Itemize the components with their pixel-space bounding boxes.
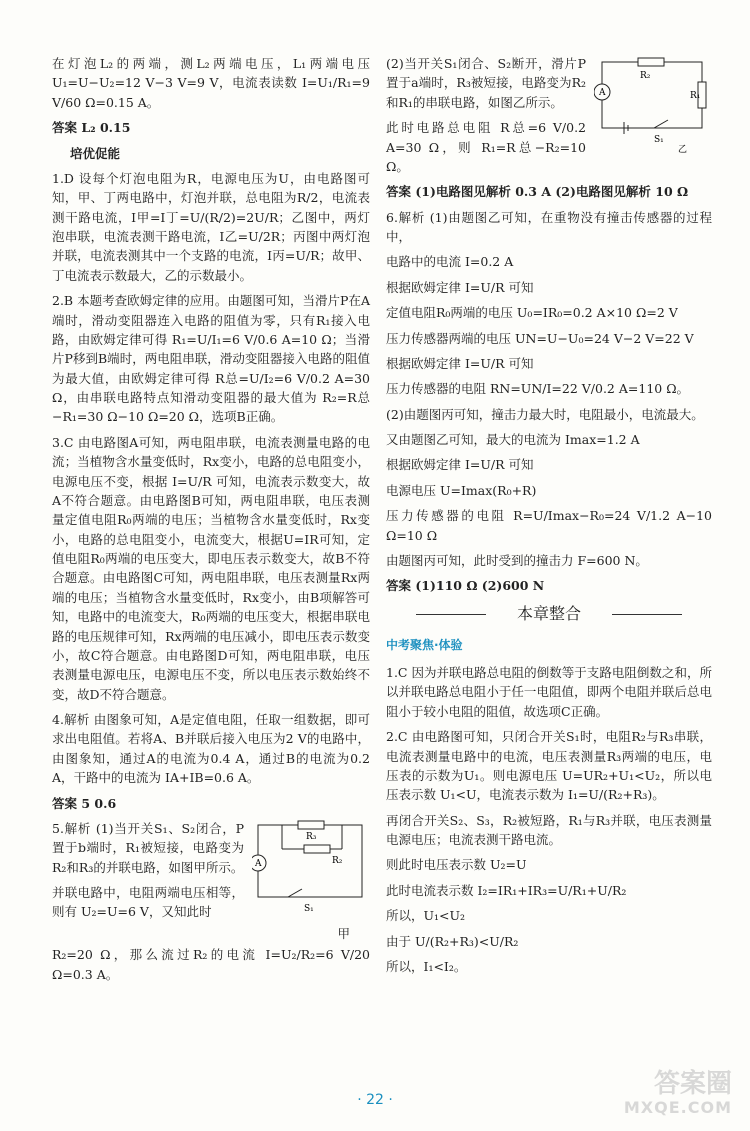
q6i-text: 根据欧姆定律 I=U/R 可知 [386,457,534,473]
left-column [52,54,370,990]
ammeter-symbol: A [599,88,606,98]
answer-a: 答案 L₂ 0.15 [52,120,131,136]
q5d-text: (2)当开关S₁闭合、S₂断开，滑片P置于a端时，R₃被短接，电路变为R₂和R₁的串联电路，如图乙所示。 [386,56,586,110]
q6g-text: (2)由题图丙可知，撞击力最大时，电阻最小，电流最大。 [386,406,704,422]
z2e-text: 所以，U₁<U₂ [386,908,466,924]
q6e-text: 根据欧姆定律 I=U/R 可知 [386,355,534,371]
z2g-text: 所以，I₁<I₂。 [386,958,467,974]
q6b-text: 根据欧姆定律 I=U/R 可知 [386,279,534,295]
watermark-url: MXQE.COM [623,1097,732,1117]
fig-label-r2: R₂ [332,855,343,866]
q6k-text: 压力传感器的电阻 R=U/Imax−R₀=24 V/1.2 A−10 Ω=10 Ω [386,508,712,543]
q3-text: 3.C 由电路图A可知，两电阻串联，电流表测量电路的电流；当植物含水量变低时，Rx变小，电路的总电阻变小，电源电压不变，根据 I=U/R 可知，电流表示数变大，故A不符合题意。由电路图B可知，两电阻串联，电压表测量定值电阻R₀两端的电压；当植物含水量变低时，Rx变小，电路的总电阻变小，电流变大，根据U=IR可知，定值电阻R₀两端的电压变大，即电压表示数变大，故B不符合题意。由电路图C可知，两电阻串联，电压表测量Rx两端的电压；当植物含水量变低时，Rx变小，由B项解答可知，电路中的电流变大，R₀两端的电压变大，根据串联电路的电压规律可知，Rx两端的电压减小，即电压表示数变小，故C符合题意。由电路图D可知，两电阻串联，电压表测量电源电压，电源电压不变，所以电压表示数始终不变，故D不符合题意。 [52,434,370,702]
q6c-text: 定值电阻R₀两端的电压 U₀=IR₀=0.2 A×10 Ω=2 V [386,305,678,321]
fig-label-s1: S₁ [654,135,664,145]
q5e-text: 此时电路总电阻 R总=6 V/0.2 A=30 Ω，则 R₁=R总−R₂=10 Ω。 [386,120,586,174]
circuit-diagram-jia [252,819,370,919]
q4-text: 4.解析 由图象可知，A是定值电阻，任取一组数据，即可求出电阻值。若将A、B并联后接入电压为2 V的电路中，由图象知，通过A的电流为0.4 A，通过B的电流为0.2 A，干路中的电流为 IA+IB=0.6 A。 [52,712,370,786]
q6f-text: 压力传感器的电阻 RN=UN/I=22 V/0.2 A=110 Ω。 [386,381,690,397]
fig-label-r1: R₁ [690,91,701,101]
q6-text: 6.解析 (1)由题图乙可知，在重物没有撞击传感器的过程中， [386,209,712,244]
watermark-logo [624,1070,732,1116]
fig-caption-jia: 甲 [337,925,350,941]
z2c-text: 则此时电压表示数 U₂=U [386,857,527,873]
intro-text: 在灯泡L₂的两端，测L₂两端电压，L₁两端电压U₁=U−U₂=12 V−3 V=9 V，电流表读数 I=U₁/R₁=9 V/60 Ω=0.15 A。 [52,56,370,110]
answer-4: 答案 5 0.6 [52,795,117,811]
q6l-text: 由题图丙可知，此时受到的撞击力 F=600 N。 [386,552,648,568]
right-column [386,54,712,982]
q1-text: 1.D 设每个灯泡电阻为R，电源电压为U，由电路图可知，甲、丁两电路中，灯泡并联，总电阻为R/2，电流表测干路电流，I甲=I丁=U/(R/2)=2U/R；乙图中，两灯泡串联，电流表测干路电流，I乙=U/2R；丙图中两灯泡并联，电流表测其中一个支路的电流，I丙=U/R；故甲、丁电流表示数最大，乙的示数最小。 [52,170,370,283]
q6j-text: 电源电压 U=Imax(R₀+R) [386,482,537,498]
fig-caption-yi: 乙 [678,145,688,154]
chapter-title: 本章整合 [386,602,712,627]
fig-label-r3: R₃ [306,831,317,842]
z2f-text: 由于 U/(R₂+R₃)<U/R₂ [386,933,519,949]
section-heading-blue: 中考聚焦·体验 [386,638,463,653]
q5b-text: 并联电路中，电阻两端电压相等，则有 U₂=U=6 V，又知此时 [52,885,244,920]
fig-label-r2: R₂ [640,71,651,81]
q5-text: 5.解析 (1)当开关S₁、S₂闭合，P置于b端时，R₁被短接，电路变为R₂和R₃的并联电路，如图甲所示。 [52,820,244,875]
q2-text: 2.B 本题考查欧姆定律的应用。由题图可知，当滑片P在A端时，滑动变阻器连入电路的阻值为零，只有R₁接入电路，由欧姆定律可得 R₁=U/I₁=6 V/0.6 A=10 Ω；当滑片P移到B端时，两电阻串联，滑动变阻器接入电路的阻值为最大值，由欧姆定律可得 R总=U/I₂=6 V/0.2 A=30 Ω，由串联电路特点知滑动变阻器的最大值为 R₂=R总−R₁=30 Ω−10 Ω=20 Ω，选项B正确。 [52,293,370,425]
q6h-text: 又由题图乙可知，最大的电流为 Imax=1.2 A [386,432,640,447]
circuit-diagram-yi [594,54,712,154]
q5c-text: R₂=20 Ω，那么流过R₂的电流 I=U₂/R₂=6 V/20 Ω=0.3 A。 [52,947,370,982]
q6a-text: 电路中的电流 I=0.2 A [386,254,514,270]
z2d-text: 此时电流表示数 I₂=IR₁+IR₃=U/R₁+U/R₂ [386,882,627,898]
answer-6: 答案 (1)110 Ω (2)600 N [386,578,545,594]
ammeter-symbol: A [255,858,262,869]
answer-5: 答案 (1)电路图见解析 0.3 A (2)电路图见解析 10 Ω [386,184,689,200]
section-heading: 培优促能 [70,145,121,161]
z1-text: 1.C 因为并联电路总电阻的倒数等于支路电阻倒数之和，所以并联电路总电阻小于任一电阻值，即两个电阻并联后总电阻小于较小电阻的阻值，故选项C正确。 [386,665,712,719]
z2b-text: 再闭合开关S₂、S₃，R₂被短路，R₁与R₃并联，电压表测量电源电压；电流表测干路电流。 [386,812,712,848]
fig-label-s1: S₁ [304,903,314,914]
page-number: · 22 · [357,1092,393,1108]
z2-text: 2.C 由电路图可知，只闭合开关S₁时，电阻R₂与R₃串联，电流表测量电路中的电流，电压表测量R₃两端的电压，电压表的示数为U₁。则电源电压 U=UR₂+U₁<U₂，所以电压表示数 U₁<U，电流表示数为 I₁=U/(R₂+R₃)。 [386,729,712,803]
q6d-text: 压力传感器两端的电压 UN=U−U₀=24 V−2 V=22 V [386,330,694,346]
watermark-text: 答案圈 [653,1069,732,1099]
